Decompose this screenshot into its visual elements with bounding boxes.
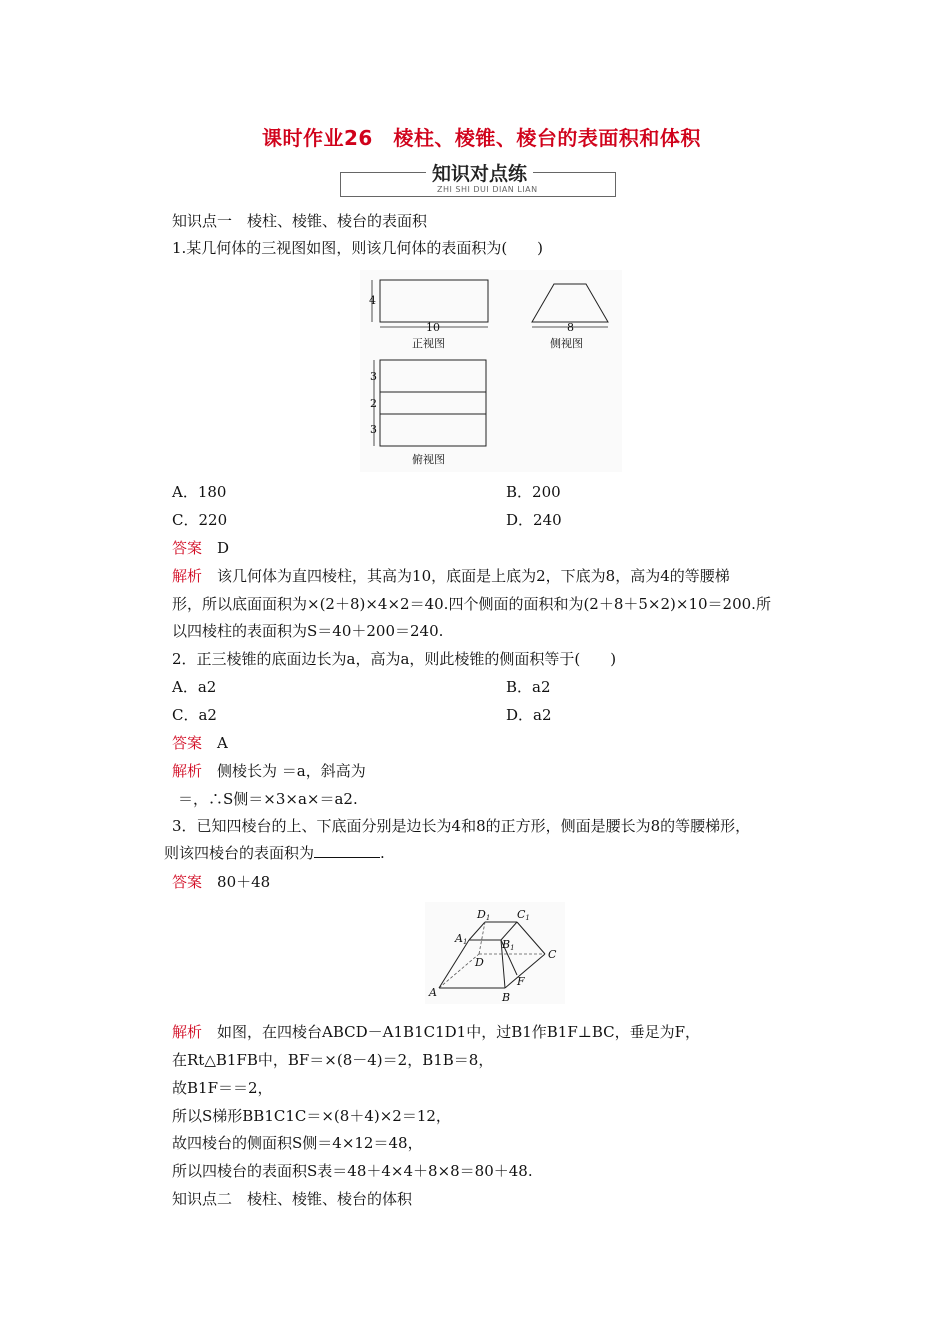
q3-analysis-line-1 <box>172 1022 700 1042</box>
q2-answer-row <box>172 733 228 753</box>
q3-analysis-line-4: 所以S梯形BB1C1C＝×(8＋4)×2＝12， <box>172 1107 451 1125</box>
banner-left-edge <box>340 172 341 196</box>
label-C1: C1 <box>517 908 530 922</box>
dim-8-label: 8 <box>567 321 574 334</box>
figure-background <box>360 270 622 472</box>
dim-3a-label: 3 <box>370 370 377 383</box>
q2-option-d: D．a2 <box>506 706 552 724</box>
label-D1: D1 <box>477 908 491 922</box>
section-2-heading: 知识点二 棱柱、棱锥、棱台的体积 <box>172 1190 413 1208</box>
q3-answer-value: 80＋48 <box>217 873 271 891</box>
q3-analysis-line-5: 故四棱台的侧面积S侧＝4×12＝48， <box>172 1134 423 1152</box>
dim-2-label: 2 <box>370 397 377 410</box>
q1-option-a: A．180 <box>172 483 227 501</box>
label-B: B <box>502 991 511 1004</box>
side-view-label: 侧视图 <box>550 337 583 350</box>
dim-4-label: 4 <box>369 294 376 307</box>
frustum-figure <box>425 902 565 1004</box>
label-F: F <box>517 975 525 988</box>
q2-stem: 2．正三棱锥的底面边长为a，高为a，则此棱锥的侧面积等于( ) <box>172 650 617 668</box>
q2-analysis-text-1: 侧棱长为 ＝a，斜高为 <box>217 762 366 780</box>
q1-option-c: C．220 <box>172 511 228 529</box>
dim-10-label: 10 <box>426 321 440 334</box>
q1-analysis-line-3: 以四棱柱的表面积为S＝40＋200＝240. <box>172 622 444 640</box>
q2-analysis-line-1 <box>172 761 366 781</box>
banner-subtitle: ZHI SHI DUI DIAN LIAN <box>437 185 538 194</box>
q1-analysis-label: 解析 <box>172 567 203 585</box>
section-banner <box>340 158 616 198</box>
q3-answer-label: 答案 <box>172 873 203 891</box>
q2-option-c: C．a2 <box>172 706 217 724</box>
q1-answer-label: 答案 <box>172 539 203 557</box>
q3-answer-row <box>172 872 270 892</box>
q1-analysis-text-1: 该几何体为直四棱柱，其高为10，底面是上底为2，下底为8，高为4的等腰梯 <box>217 567 730 585</box>
q1-stem: 1.某几何体的三视图如图，则该几何体的表面积为( ) <box>172 239 544 257</box>
q3-stem-line-2 <box>164 843 385 863</box>
q3-analysis-line-6: 所以四棱台的表面积S表＝48＋4×4＋8×8＝80＋48. <box>172 1162 533 1180</box>
q3-analysis-label: 解析 <box>172 1023 203 1041</box>
label-A: A <box>429 986 437 999</box>
q1-option-d: D．240 <box>506 511 562 529</box>
q2-answer-value: A <box>217 734 228 752</box>
banner-title: 知识对点练 <box>426 159 533 186</box>
three-view-figure <box>360 270 622 472</box>
dim-3b-label: 3 <box>370 423 377 436</box>
page-title: 课时作业26 棱柱、棱锥、棱台的表面积和体积 <box>262 126 701 150</box>
front-view-label: 正视图 <box>412 337 445 350</box>
q3-stem-end: . <box>380 844 385 862</box>
q1-answer-value: D <box>217 539 230 557</box>
label-B1: B1 <box>502 938 515 952</box>
label-C: C <box>548 948 557 961</box>
q2-analysis-label: 解析 <box>172 762 203 780</box>
q1-analysis-line-2: 形，所以底面面积为×(2＋8)×4×2＝40.四个侧面的面积和为(2＋8＋5×2)×10＝200.所 <box>172 595 771 613</box>
q2-analysis-line-2: ＝，∴S侧＝×3×a×＝a2. <box>178 790 358 808</box>
banner-right-edge <box>615 172 616 196</box>
q3-analysis-line-3: 故B1F＝＝2， <box>172 1079 273 1097</box>
q3-stem-line-1: 3．已知四棱台的上、下底面分别是边长为4和8的正方形，侧面是腰长为8的等腰梯形， <box>172 817 751 835</box>
q1-analysis-line-1 <box>172 566 730 586</box>
section-1-heading: 知识点一 棱柱、棱锥、棱台的表面积 <box>172 212 428 230</box>
q2-option-a: A．a2 <box>172 678 217 696</box>
q3-answer-blank <box>314 843 380 858</box>
q2-answer-label: 答案 <box>172 734 203 752</box>
q1-option-b: B．200 <box>506 483 561 501</box>
label-A1: A1 <box>455 932 468 946</box>
banner-line-bottom <box>340 196 616 197</box>
q2-option-b: B．a2 <box>506 678 551 696</box>
q1-answer-row <box>172 538 229 558</box>
label-D: D <box>475 956 484 969</box>
q3-stem-text: 则该四棱台的表面积为 <box>164 844 315 862</box>
q3-analysis-text-1: 如图，在四棱台ABCD－A1B1C1D1中，过B1作B1F⊥BC，垂足为F， <box>217 1023 701 1041</box>
q3-analysis-line-2: 在Rt△B1FB中，BF＝×(8－4)＝2，B1B＝8， <box>172 1051 494 1069</box>
top-view-label: 俯视图 <box>412 453 445 466</box>
